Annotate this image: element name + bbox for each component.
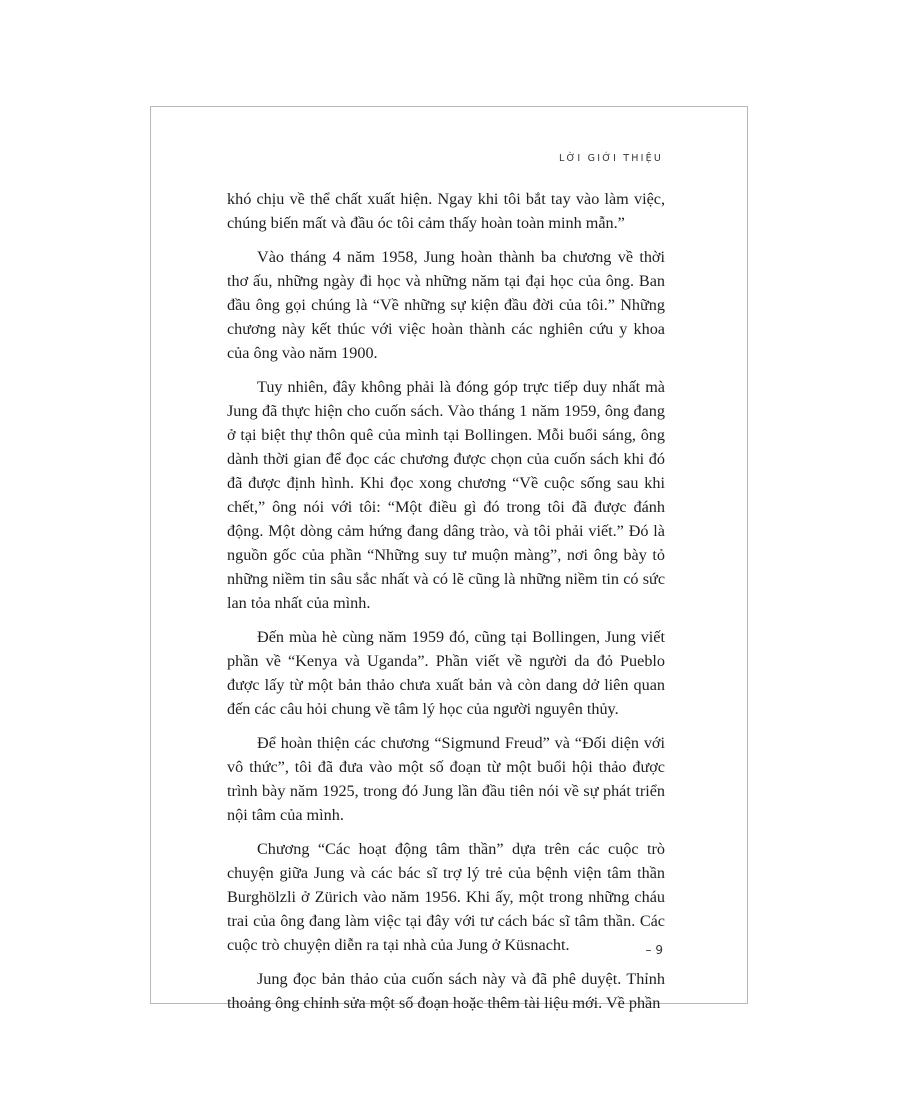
- page-number: – 9: [645, 943, 663, 957]
- book-page: [150, 106, 748, 1012]
- paragraph-5: Để hoàn thiện các chương “Sigmund Freud” và “Đối diện với vô thức”, tôi đã đưa vào một số đoạn từ một buổi hội thảo được trình bày năm 1925, trong đó Jung lần đầu tiên nói về sự phát triển nội tâm của mình.: [227, 734, 665, 824]
- paragraph-2: Vào tháng 4 năm 1958, Jung hoàn thành ba chương về thời thơ ấu, những ngày đi học và những năm tại đại học của ông. Ban đầu ông gọi chúng là “Về những sự kiện đầu đời của tôi.” Những chương này kết thúc với việc hoàn thành các nghiên cứu y khoa của ông vào năm 1900.: [227, 248, 665, 362]
- body-text: [227, 187, 665, 1025]
- paragraph-4: Đến mùa hè cùng năm 1959 đó, cũng tại Bollingen, Jung viết phần về “Kenya và Uganda”. Phần viết về người da đỏ Pueblo được lấy từ một bản thảo chưa xuất bản và còn dang dở liên quan đến các câu hỏi chung về tâm lý học của người nguyên thủy.: [227, 628, 665, 718]
- running-head: LỜI GIỚI THIỆU: [559, 153, 663, 164]
- paragraph-1: khó chịu về thể chất xuất hiện. Ngay khi tôi bắt tay vào làm việc, chúng biến mất và đầu óc tôi cảm thấy hoàn toàn minh mẫn.”: [227, 190, 665, 232]
- paragraph-3: Tuy nhiên, đây không phải là đóng góp trực tiếp duy nhất mà Jung đã thực hiện cho cuốn sách. Vào tháng 1 năm 1959, ông đang ở tại biệt thự thôn quê của mình tại Bollingen. Mỗi buổi sáng, ông dành thời gian để đọc các chương được chọn của cuốn sách khi đó đã được định hình. Khi đọc xong chương “Về cuộc sống sau khi chết,” ông nói với tôi: “Một điều gì đó trong tôi đã được đánh động. Một dòng cảm hứng đang dâng trào, và tôi phải viết.” Đó là nguồn gốc của phần “Những suy tư muộn màng”, nơi ông bày tỏ những niềm tin sâu sắc nhất và có lẽ cũng là những niềm tin có sức lan tỏa nhất của mình.: [227, 378, 665, 612]
- paragraph-7: Jung đọc bản thảo của cuốn sách này và đã phê duyệt. Thỉnh thoảng ông chỉnh sửa một số đoạn hoặc thêm tài liệu mới. Về phần: [227, 970, 665, 1012]
- paragraph-6: Chương “Các hoạt động tâm thần” dựa trên các cuộc trò chuyện giữa Jung và các bác sĩ trợ lý trẻ của bệnh viện tâm thần Burghölzli ở Zürich vào năm 1956. Khi ấy, một trong những cháu trai của ông đang làm việc tại đây với tư cách bác sĩ tâm thần. Các cuộc trò chuyện diễn ra tại nhà của Jung ở Küsnacht.: [227, 840, 665, 954]
